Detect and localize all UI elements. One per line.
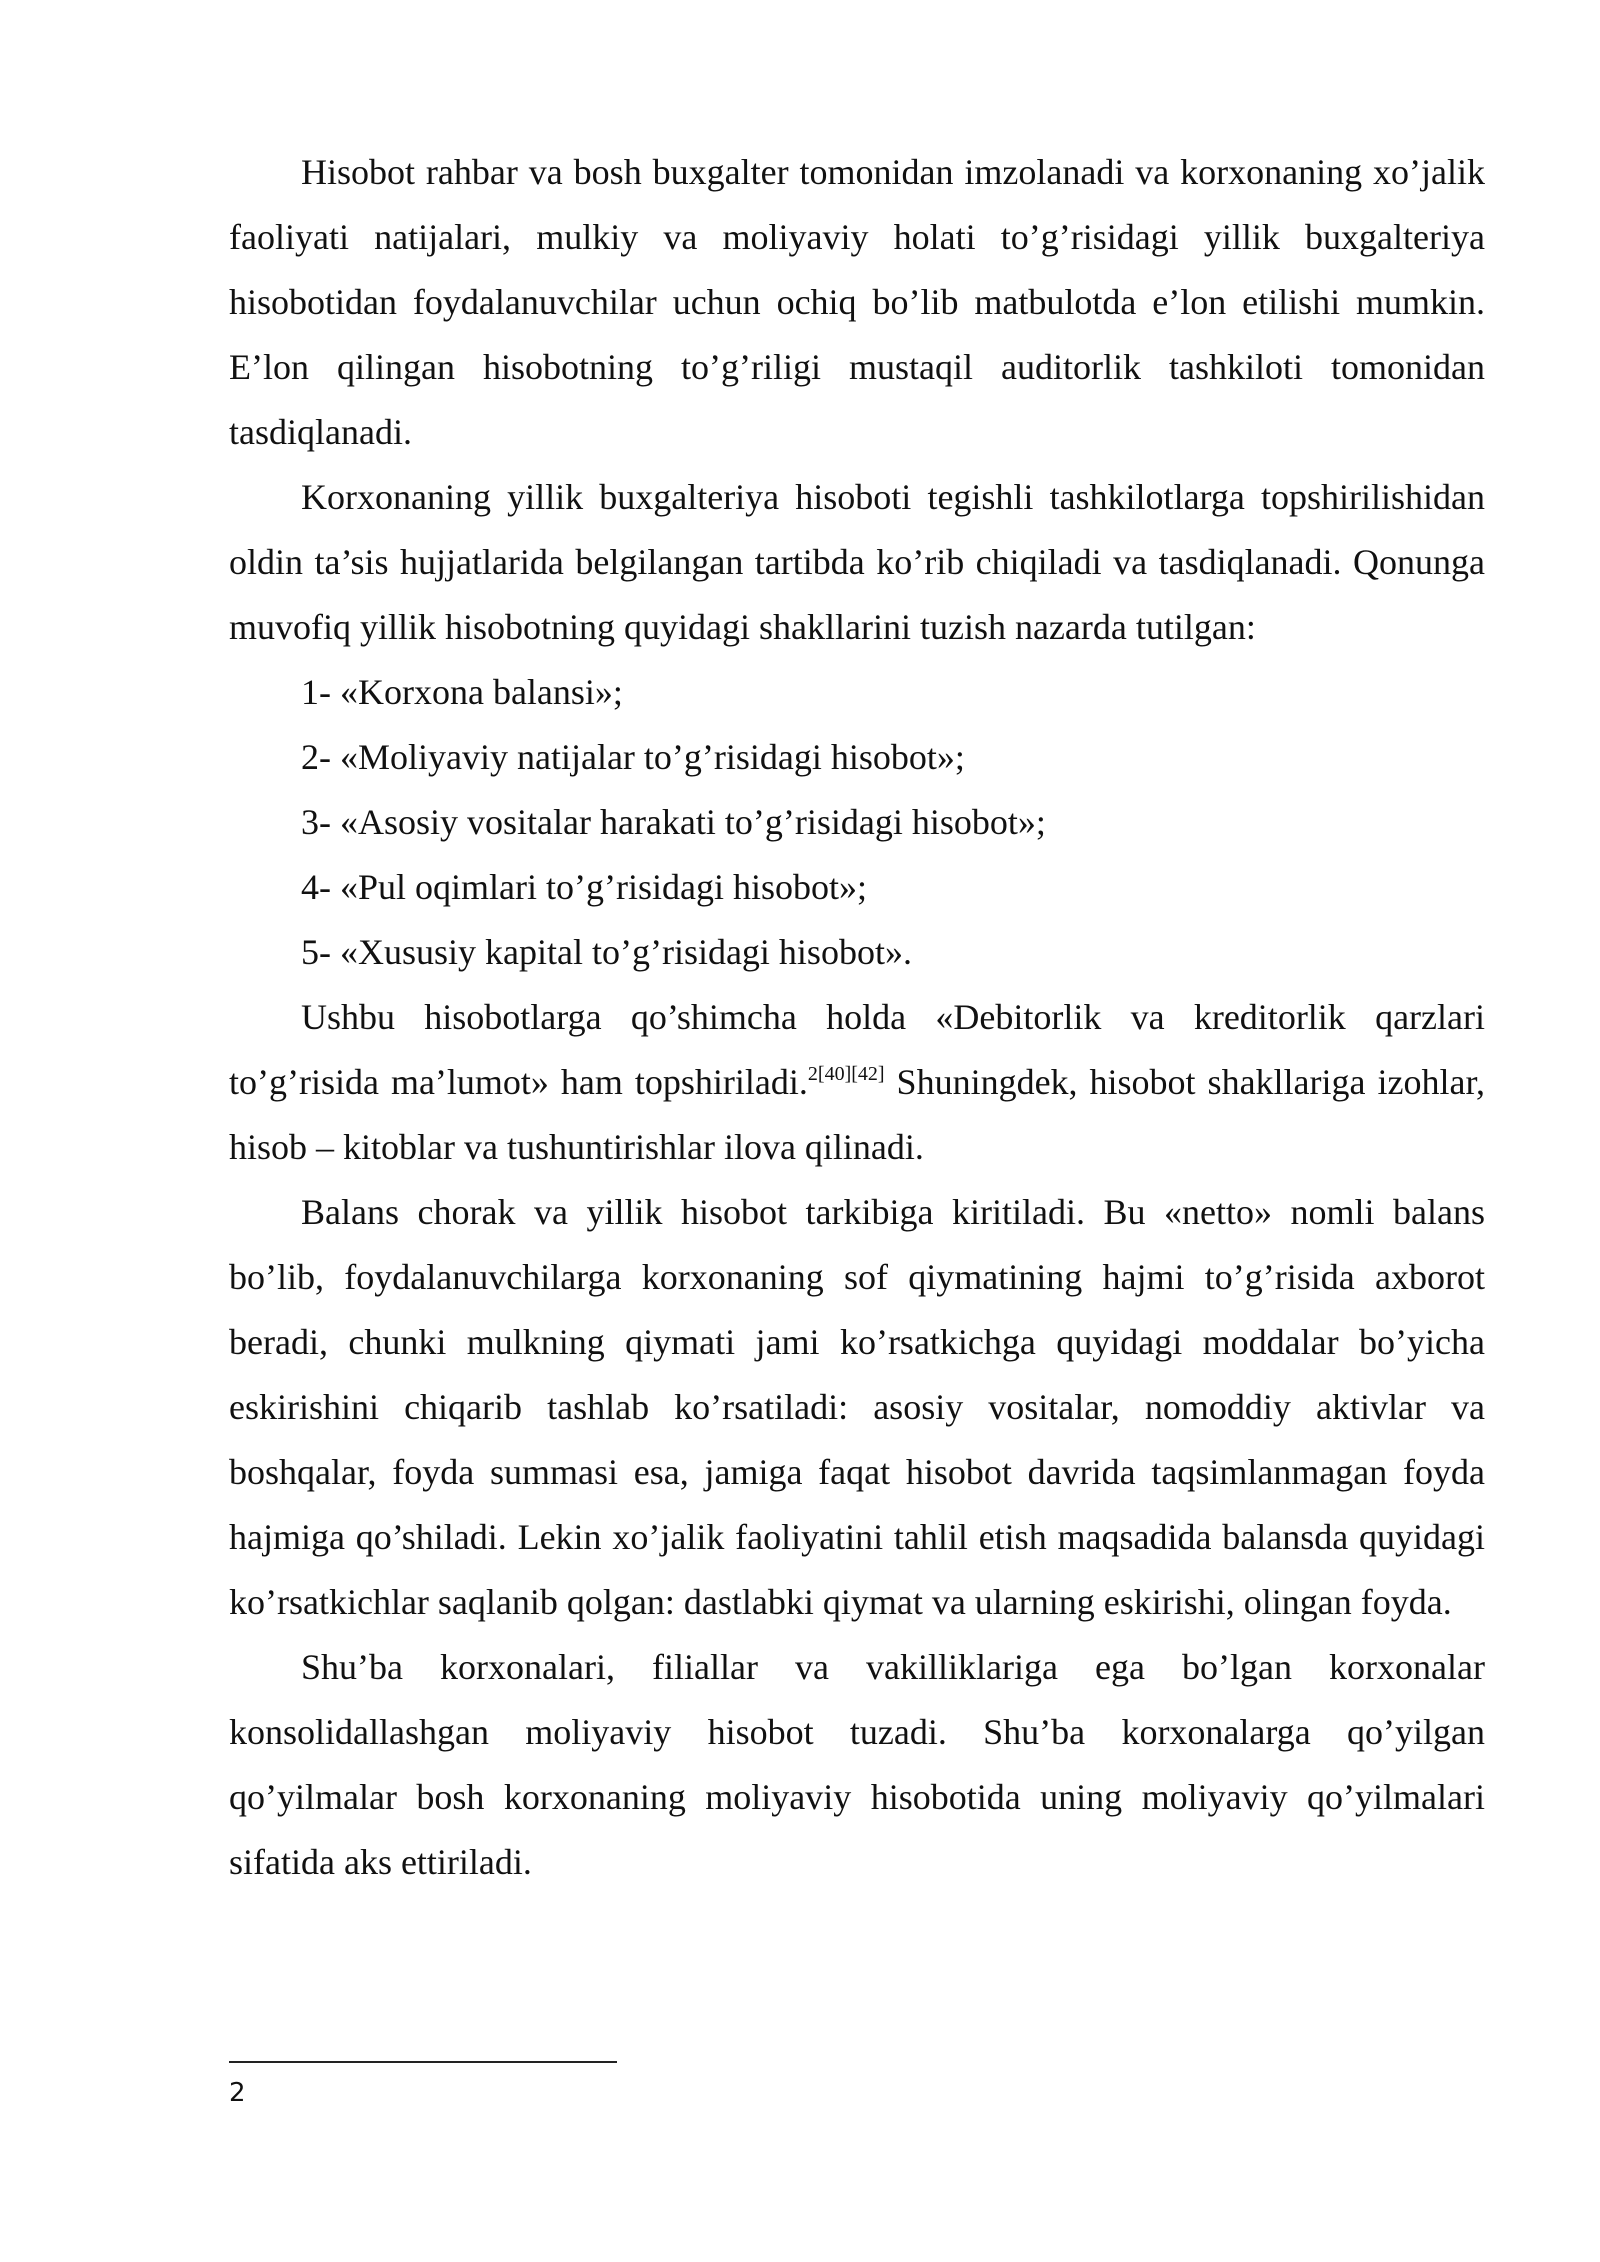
list-item-cash-flows: 4- «Pul oqimlari to’g’risidagi hisobot»; [301, 867, 867, 907]
list-item-equity: 5- «Xususiy kapital to’g’risidagi hisobot». [301, 932, 912, 972]
document-page [229, 140, 1485, 1895]
paragraph-annual-report-forms: Korxonaning yillik buxgalteriya hisoboti tegishli tashkilotlarga topshirilishidan oldin ta’sis hujjatlarida belgilangan tartibda ko’rib chiqiladi va tasdiqlanadi. Qonunga muvofiq yillik hisobotning quyidagi shakllarini tuzish nazarda tutilgan: [229, 477, 1485, 647]
paragraph-balance-netto: Balans chorak va yillik hisobot tarkibiga kiritiladi. Bu «netto» nomli balans bo’lib, foydalanuvchilarga korxonaning sof qiymatining hajmi to’g’risida axborot beradi, chunki mulkning qiymati jami ko’rsatkichga quyidagi moddalar bo’yicha eskirishini chiqarib tashlab ko’rsatiladi: asosiy vositalar, nomoddiy aktivlar va boshqalar, foyda summasi esa, jamiga faqat hisobot davrida taqsimlanmagan foyda hajmiga qo’shiladi. Lekin xo’jalik faoliyatini tahlil etish maqsadida balansda quyidagi ko’rsatkichlar saqlanib qolgan: dastlabki qiymat va ularning eskirishi, olingan foyda. [229, 1192, 1485, 1622]
footnote-separator [229, 2061, 617, 2063]
paragraph-consolidated-report: Shu’ba korxonalari, filiallar va vakilliklariga ega bo’lgan korxonalar konsolidallashgan moliyaviy hisobot tuzadi. Shu’ba korxonalarga qo’yilgan qo’yilmalar bosh korxonaning moliyaviy hisobotida uning moliyaviy qo’yilmalari sifatida aks ettiriladi. [229, 1647, 1485, 1882]
list-item-fixed-assets: 3- «Asosiy vositalar harakati to’g’risidagi hisobot»; [301, 802, 1046, 842]
list-item-financial-results: 2- «Moliyaviy natijalar to’g’risidagi hisobot»; [301, 737, 965, 777]
footnote-reference[interactable]: 2[40][42] [807, 1063, 885, 1085]
footnote-number: 2 [229, 2078, 246, 2108]
paragraph-report-signing: Hisobot rahbar va bosh buxgalter tomonidan imzolanadi va korxonaning xo’jalik faoliyati natijalari, mulkiy va moliyaviy holati to’g’risidagi yillik buxgalteriya hisobotidan foydalanuvchilar uchun ochiq bo’lib matbulotda e’lon etilishi mumkin. E’lon qilingan hisobotning to’g’riligi mustaqil auditorlik tashkiloti tomonidan tasdiqlanadi. [229, 152, 1485, 452]
paragraph-text-after-ref: Shuningdek, hisobot shakllariga izohlar, hisob – kitoblar va tushuntirishlar ilova qilinadi. [229, 1062, 1486, 1167]
paragraph-text-before-ref: Ushbu hisobotlarga qo’shimcha holda «Debitorlik va kreditorlik qarzlari to’g’risida ma’lumot» ham topshiriladi. [229, 997, 1485, 1102]
paragraph-additional-reports [229, 985, 1485, 1180]
list-item-balance-sheet: 1- «Korxona balansi»; [301, 672, 623, 712]
